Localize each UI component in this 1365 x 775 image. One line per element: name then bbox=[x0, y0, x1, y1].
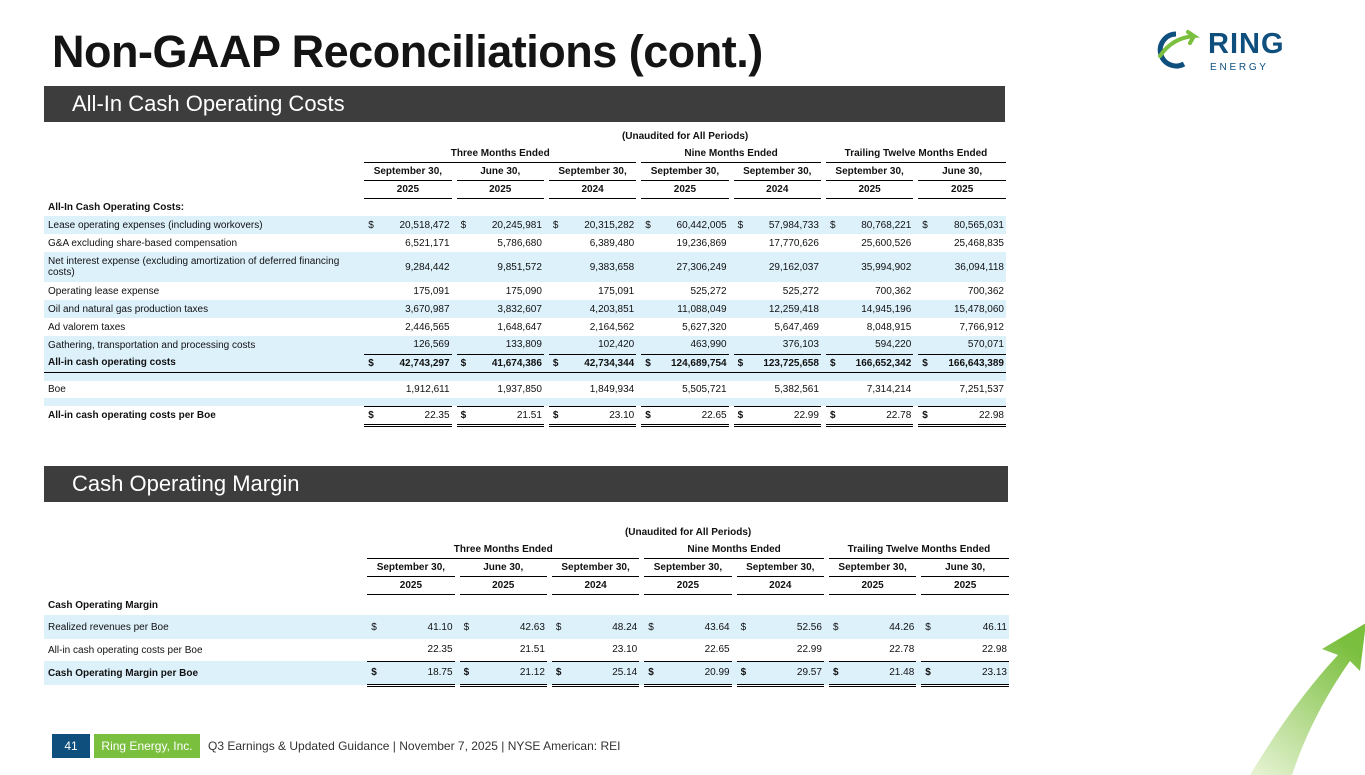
date-header: September 30, bbox=[367, 559, 454, 577]
row-label: Net interest expense (excluding amortization of deferred financing costs) bbox=[44, 252, 360, 282]
table-caption: (Unaudited for All Periods) bbox=[624, 527, 752, 538]
currency-symbol bbox=[826, 234, 840, 252]
date-header: June 30, bbox=[460, 559, 547, 577]
year-header: 2025 bbox=[460, 577, 547, 595]
value-cell: 8,048,915 bbox=[866, 321, 912, 333]
year-header: 2025 bbox=[367, 577, 454, 595]
value-cell: 27,306,249 bbox=[655, 252, 728, 282]
value-cell: 80,565,031 bbox=[932, 216, 1006, 234]
currency-symbol bbox=[918, 282, 932, 300]
value-cell: 29,162,037 bbox=[748, 252, 821, 282]
year-header: 2025 bbox=[918, 181, 1006, 199]
currency-symbol bbox=[734, 282, 748, 300]
row-label: All-in cash operating costs per Boe bbox=[48, 410, 216, 421]
value-cell: 1,648,647 bbox=[497, 321, 542, 333]
table-row-margin: Cash Operating Margin per Boe $ 18.75 $ 21.12 $ 25.14 $ 20.99 $ 29.57 $ 21.48 $ 23.13 bbox=[44, 661, 1009, 685]
year-header: 2025 bbox=[921, 577, 1009, 595]
year-header: 2025 bbox=[826, 181, 913, 199]
currency-symbol bbox=[641, 318, 655, 336]
value-cell: 17,770,626 bbox=[768, 237, 819, 249]
currency-symbol bbox=[549, 318, 563, 336]
row-label: Operating lease expense bbox=[48, 285, 160, 297]
value-cell: 80,768,221 bbox=[840, 216, 913, 234]
table-row bbox=[44, 336, 1006, 354]
value-cell: 7,766,912 bbox=[959, 321, 1004, 333]
currency-symbol bbox=[734, 318, 748, 336]
footer-text: Q3 Earnings & Updated Guidance | November 7, 2025 | NYSE American: REI bbox=[208, 739, 621, 753]
value-cell: 5,647,469 bbox=[774, 321, 819, 333]
currency-symbol bbox=[641, 336, 655, 354]
currency-symbol bbox=[641, 234, 655, 252]
currency-symbol bbox=[457, 282, 471, 300]
currency-symbol bbox=[364, 282, 378, 300]
currency-symbol bbox=[364, 252, 378, 282]
currency-symbol bbox=[918, 252, 932, 282]
table-row bbox=[44, 282, 1006, 300]
row-label: All-in cash operating costs per Boe bbox=[48, 644, 203, 656]
currency-symbol bbox=[364, 336, 378, 354]
currency-symbol: $ bbox=[641, 216, 655, 234]
value-cell: 3,670,987 bbox=[378, 300, 451, 318]
value-cell: 175,091 bbox=[413, 285, 450, 297]
currency-symbol bbox=[364, 318, 378, 336]
row-label: Lease operating expenses (including workovers) bbox=[44, 216, 360, 234]
value-cell: 9,851,572 bbox=[471, 252, 544, 282]
row-label: Ad valorem taxes bbox=[48, 321, 126, 333]
table-row-boe: Boe 1,912,611 1,937,850 1,849,934 5,505,721 5,382,561 7,314,214 7,251,537 bbox=[44, 381, 1006, 398]
row-label: All-in cash operating costs bbox=[44, 354, 360, 372]
value-cell: 2,164,562 bbox=[589, 321, 635, 333]
group-header: Nine Months Ended bbox=[644, 541, 824, 559]
table-row-total: All-in cash operating costs $ 42,743,297 $ 41,674,386 $ 42,734,344 $ 124,689,754 $ 123,725,658 $ 166,652,342 $ 166,643,389 bbox=[44, 354, 1006, 372]
value-cell: 4,203,851 bbox=[563, 300, 636, 318]
value-cell: 9,383,658 bbox=[563, 252, 636, 282]
currency-symbol: $ bbox=[826, 216, 840, 234]
row-label: Oil and natural gas production taxes bbox=[44, 300, 360, 318]
table-row bbox=[44, 318, 1006, 336]
currency-symbol: $ bbox=[549, 216, 563, 234]
currency-symbol bbox=[918, 318, 932, 336]
date-header: September 30, bbox=[552, 559, 639, 577]
year-header: 2025 bbox=[641, 181, 728, 199]
currency-symbol bbox=[734, 234, 748, 252]
cash-operating-margin-table bbox=[44, 524, 1009, 687]
value-cell: 133,809 bbox=[471, 336, 544, 354]
table-row bbox=[44, 300, 1006, 318]
group-header: Trailing Twelve Months Ended bbox=[829, 541, 1009, 559]
value-cell: 175,091 bbox=[598, 285, 635, 297]
currency-symbol bbox=[549, 282, 563, 300]
currency-symbol bbox=[641, 252, 655, 282]
footer-company: Ring Energy, Inc. bbox=[94, 734, 200, 758]
currency-symbol bbox=[918, 300, 932, 318]
value-cell: 5,786,680 bbox=[497, 237, 542, 249]
currency-symbol bbox=[549, 234, 563, 252]
table-row bbox=[44, 252, 1006, 282]
section-label: All-In Cash Operating Costs: bbox=[48, 202, 185, 213]
table-row bbox=[44, 216, 1006, 234]
currency-symbol bbox=[734, 336, 748, 354]
row-label: Cash Operating Margin per Boe bbox=[44, 661, 363, 685]
year-header: 2025 bbox=[644, 577, 731, 595]
currency-symbol bbox=[549, 252, 563, 282]
currency-symbol: $ bbox=[364, 216, 378, 234]
year-header: 2024 bbox=[552, 577, 639, 595]
value-cell: 25,468,835 bbox=[953, 237, 1004, 249]
year-header: 2024 bbox=[734, 181, 821, 199]
value-cell: 19,236,869 bbox=[676, 237, 727, 249]
value-cell: 126,569 bbox=[378, 336, 451, 354]
year-header: 2024 bbox=[549, 181, 636, 199]
date-header: September 30, bbox=[364, 163, 451, 181]
currency-symbol bbox=[364, 300, 378, 318]
currency-symbol bbox=[826, 318, 840, 336]
date-header: September 30, bbox=[737, 559, 824, 577]
ring-energy-logo bbox=[1150, 26, 1320, 76]
date-header: September 30, bbox=[826, 163, 913, 181]
value-cell: 3,832,607 bbox=[471, 300, 544, 318]
table-row-per-boe: All-in cash operating costs per Boe $ 22.35 $ 21.51 $ 23.10 $ 22.65 $ 22.99 $ 22.78 $ 22.98 bbox=[44, 406, 1006, 425]
year-header: 2025 bbox=[364, 181, 451, 199]
section-header-cash-operating-margin: Cash Operating Margin bbox=[44, 466, 1008, 502]
date-header: September 30, bbox=[549, 163, 636, 181]
row-label: Gathering, transportation and processing costs bbox=[44, 336, 360, 354]
value-cell: 6,389,480 bbox=[589, 237, 635, 249]
currency-symbol bbox=[457, 318, 471, 336]
section-label: Cash Operating Margin bbox=[48, 599, 159, 611]
value-cell: 525,272 bbox=[690, 285, 727, 297]
value-cell: 15,478,060 bbox=[932, 300, 1006, 318]
year-header: 2024 bbox=[737, 577, 824, 595]
table-row-revenues: Realized revenues per Boe $ 41.10 $ 42.63 $ 48.24 $ 43.64 $ 52.56 $ 44.26 $ 46.11 bbox=[44, 615, 1009, 639]
value-cell: 700,362 bbox=[875, 285, 912, 297]
value-cell: 525,272 bbox=[782, 285, 819, 297]
value-cell: 376,103 bbox=[748, 336, 821, 354]
currency-symbol bbox=[826, 336, 840, 354]
table-row-costs: All-in cash operating costs per Boe 22.35 21.51 23.10 22.65 22.99 22.78 22.98 bbox=[44, 639, 1009, 661]
value-cell: 9,284,442 bbox=[378, 252, 451, 282]
value-cell: 57,984,733 bbox=[748, 216, 821, 234]
value-cell: 35,994,902 bbox=[840, 252, 913, 282]
currency-symbol bbox=[826, 252, 840, 282]
currency-symbol bbox=[826, 282, 840, 300]
date-header: June 30, bbox=[457, 163, 544, 181]
currency-symbol bbox=[734, 252, 748, 282]
value-cell: 14,945,196 bbox=[840, 300, 913, 318]
group-header: Trailing Twelve Months Ended bbox=[826, 145, 1006, 163]
value-cell: 12,259,418 bbox=[748, 300, 821, 318]
date-header: June 30, bbox=[921, 559, 1009, 577]
row-label: Realized revenues per Boe bbox=[44, 615, 363, 639]
group-header: Three Months Ended bbox=[364, 145, 636, 163]
value-cell: 25,600,526 bbox=[861, 237, 912, 249]
group-header: Three Months Ended bbox=[367, 541, 639, 559]
date-header: September 30, bbox=[829, 559, 916, 577]
value-cell: 700,362 bbox=[967, 285, 1004, 297]
value-cell: 175,090 bbox=[505, 285, 542, 297]
currency-symbol: $ bbox=[457, 216, 471, 234]
currency-symbol bbox=[641, 300, 655, 318]
page-title: Non-GAAP Reconciliations (cont.) bbox=[52, 26, 763, 77]
value-cell: 20,245,981 bbox=[471, 216, 544, 234]
currency-symbol bbox=[918, 234, 932, 252]
currency-symbol: $ bbox=[918, 216, 932, 234]
value-cell: 570,071 bbox=[932, 336, 1006, 354]
row-label: G&A excluding share-based compensation bbox=[48, 237, 238, 249]
currency-symbol bbox=[826, 300, 840, 318]
currency-symbol bbox=[641, 282, 655, 300]
value-cell: 102,420 bbox=[563, 336, 636, 354]
currency-symbol bbox=[549, 300, 563, 318]
value-cell: 36,094,118 bbox=[932, 252, 1006, 282]
currency-symbol bbox=[457, 234, 471, 252]
value-cell: 20,315,282 bbox=[563, 216, 636, 234]
section-header-all-in-costs: All-In Cash Operating Costs bbox=[44, 86, 1005, 122]
value-cell: 2,446,565 bbox=[405, 321, 450, 333]
currency-symbol bbox=[457, 336, 471, 354]
date-header: September 30, bbox=[641, 163, 728, 181]
value-cell: 11,088,049 bbox=[655, 300, 728, 318]
year-header: 2025 bbox=[829, 577, 916, 595]
logo-name: RING bbox=[1208, 28, 1285, 60]
date-header: September 30, bbox=[734, 163, 821, 181]
page-number: 41 bbox=[52, 734, 90, 758]
value-cell: 463,990 bbox=[655, 336, 728, 354]
date-header: June 30, bbox=[918, 163, 1006, 181]
value-cell: 6,521,171 bbox=[405, 237, 450, 249]
currency-symbol bbox=[734, 300, 748, 318]
value-cell: 20,518,472 bbox=[378, 216, 451, 234]
currency-symbol bbox=[364, 234, 378, 252]
currency-symbol bbox=[549, 336, 563, 354]
row-label: Boe bbox=[48, 383, 66, 395]
group-header: Nine Months Ended bbox=[641, 145, 821, 163]
all-in-cash-costs-table bbox=[44, 128, 1006, 427]
value-cell: 60,442,005 bbox=[655, 216, 728, 234]
table-caption: (Unaudited for All Periods) bbox=[621, 131, 749, 142]
growth-arrow-decoration bbox=[1230, 615, 1365, 775]
year-header: 2025 bbox=[457, 181, 544, 199]
currency-symbol bbox=[918, 336, 932, 354]
logo-subtitle: E N E R G Y bbox=[1210, 62, 1266, 73]
value-cell: 594,220 bbox=[840, 336, 913, 354]
value-cell: 5,627,320 bbox=[682, 321, 727, 333]
all-in-cost-rows bbox=[44, 216, 1006, 354]
currency-symbol bbox=[457, 252, 471, 282]
currency-symbol: $ bbox=[734, 216, 748, 234]
table-row bbox=[44, 234, 1006, 252]
currency-symbol bbox=[457, 300, 471, 318]
date-header: September 30, bbox=[644, 559, 731, 577]
